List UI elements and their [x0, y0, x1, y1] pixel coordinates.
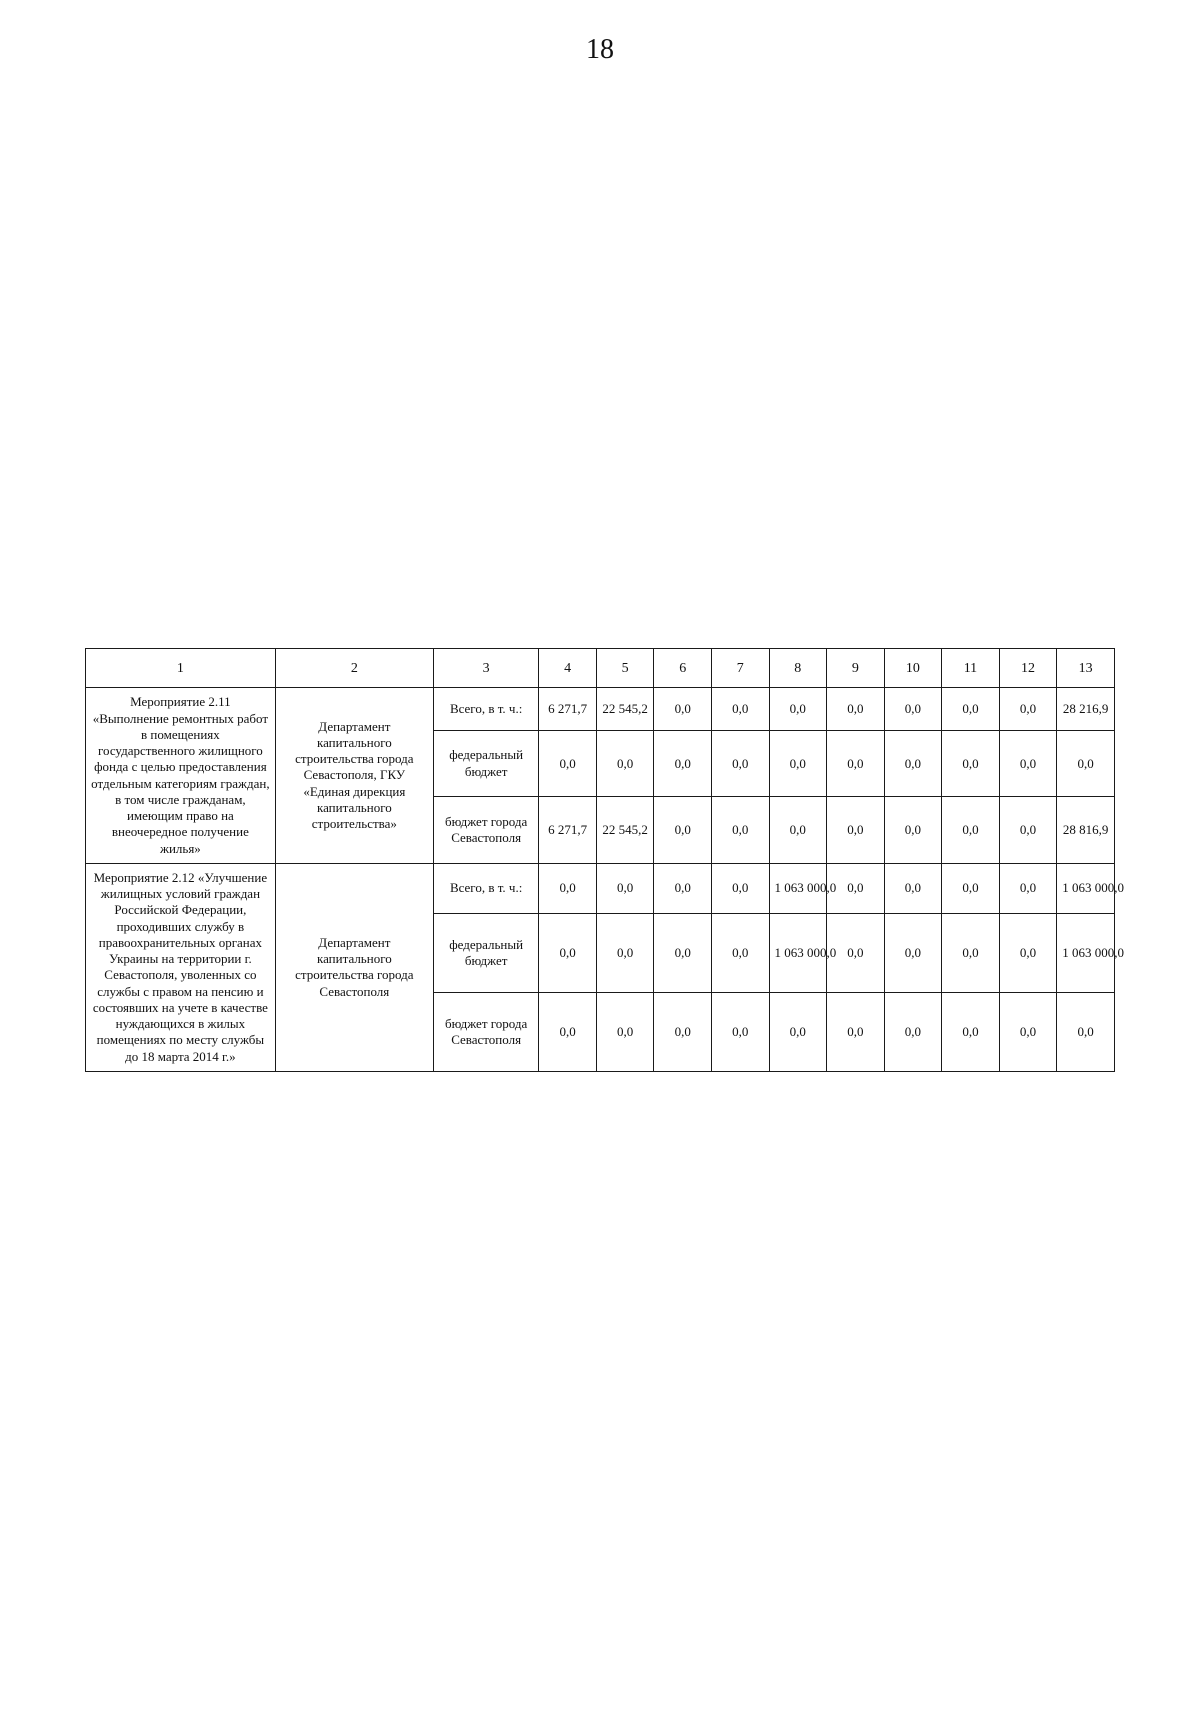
value-cell: 0,0 [942, 914, 1000, 993]
value-cell: 6 271,7 [539, 688, 597, 731]
measure-executor-2-12: Департамент капитального строительства города Севастополя [275, 863, 433, 1071]
value-cell: 1 063 000,0 [769, 863, 827, 914]
value-cell: 22 545,2 [596, 797, 654, 863]
measure-executor-2-11: Департамент капитального строительства города Севастополя, ГКУ «Единая дирекция капитального строительства» [275, 688, 433, 864]
value-cell: 0,0 [596, 993, 654, 1072]
value-cell: 0,0 [711, 730, 769, 796]
value-cell: 0,0 [827, 730, 885, 796]
column-header: 9 [827, 649, 885, 688]
value-cell: 0,0 [654, 993, 712, 1072]
header-row [86, 649, 1115, 688]
column-header: 1 [86, 649, 276, 688]
column-header: 7 [711, 649, 769, 688]
column-header: 3 [433, 649, 538, 688]
value-cell: 0,0 [1057, 993, 1115, 1072]
measure-title-2-11: Мероприятие 2.11 «Выполнение ремонтных работ в помещениях государственного жилищного фонда с целью предоставления отдельным категориям граждан, в том числе гражданам, имеющим право на внеочередное получение жилья» [86, 688, 276, 864]
value-cell: 0,0 [539, 730, 597, 796]
value-cell: 0,0 [999, 730, 1057, 796]
value-cell: 0,0 [942, 730, 1000, 796]
value-cell: 0,0 [827, 914, 885, 993]
value-cell: 1 063 000,0 [1057, 863, 1115, 914]
value-cell: 0,0 [539, 993, 597, 1072]
funding-source: бюджет города Севастополя [433, 797, 538, 863]
value-cell: 0,0 [884, 863, 942, 914]
funding-source: федеральный бюджет [433, 914, 538, 993]
value-cell: 0,0 [654, 688, 712, 731]
value-cell: 0,0 [711, 863, 769, 914]
value-cell: 0,0 [539, 863, 597, 914]
value-cell: 0,0 [884, 993, 942, 1072]
value-cell: 0,0 [884, 730, 942, 796]
value-cell: 0,0 [654, 797, 712, 863]
value-cell: 0,0 [827, 863, 885, 914]
value-cell: 0,0 [711, 688, 769, 731]
value-cell: 0,0 [539, 914, 597, 993]
measure-title-2-12: Мероприятие 2.12 «Улучшение жилищных условий граждан Российской Федерации, проходивших службу в правоохранительных органах Украины на территории г. Севастополя, уволенных со службы с правом на пенсию и состоявших на учете в качестве нуждающихся в жилых помещениях по месту службы до 18 марта 2014 г.» [86, 863, 276, 1071]
value-cell: 0,0 [942, 797, 1000, 863]
value-cell: 28 816,9 [1057, 797, 1115, 863]
funding-source: федеральный бюджет [433, 730, 538, 796]
value-cell: 0,0 [769, 688, 827, 731]
value-cell: 0,0 [711, 797, 769, 863]
value-cell: 0,0 [884, 914, 942, 993]
value-cell: 28 216,9 [1057, 688, 1115, 731]
value-cell: 0,0 [654, 914, 712, 993]
value-cell: 0,0 [999, 993, 1057, 1072]
column-header: 4 [539, 649, 597, 688]
column-header: 11 [942, 649, 1000, 688]
funding-source: бюджет города Севастополя [433, 993, 538, 1072]
value-cell: 0,0 [942, 863, 1000, 914]
value-cell: 0,0 [596, 914, 654, 993]
value-cell: 0,0 [596, 730, 654, 796]
column-header: 5 [596, 649, 654, 688]
value-cell: 1 063 000,0 [1057, 914, 1115, 993]
value-cell: 0,0 [654, 730, 712, 796]
page-number: 18 [586, 34, 614, 65]
column-header: 12 [999, 649, 1057, 688]
value-cell: 0,0 [711, 914, 769, 993]
funding-source: Всего, в т. ч.: [433, 688, 538, 731]
value-cell: 0,0 [654, 863, 712, 914]
value-cell: 0,0 [942, 993, 1000, 1072]
value-cell: 1 063 000,0 [769, 914, 827, 993]
value-cell: 0,0 [596, 863, 654, 914]
value-cell: 0,0 [1057, 730, 1115, 796]
value-cell: 22 545,2 [596, 688, 654, 731]
value-cell: 0,0 [999, 863, 1057, 914]
table-row [86, 688, 1115, 731]
value-cell: 0,0 [827, 797, 885, 863]
value-cell: 0,0 [769, 797, 827, 863]
table-area [80, 110, 1125, 1610]
value-cell: 0,0 [999, 914, 1057, 993]
value-cell: 0,0 [711, 993, 769, 1072]
value-cell: 0,0 [884, 688, 942, 731]
value-cell: 0,0 [827, 993, 885, 1072]
column-header: 13 [1057, 649, 1115, 688]
value-cell: 6 271,7 [539, 797, 597, 863]
budget-table [85, 648, 1125, 1072]
column-header: 8 [769, 649, 827, 688]
column-header: 2 [275, 649, 433, 688]
value-cell: 0,0 [999, 688, 1057, 731]
column-header: 6 [654, 649, 712, 688]
value-cell: 0,0 [827, 688, 885, 731]
value-cell: 0,0 [942, 688, 1000, 731]
value-cell: 0,0 [884, 797, 942, 863]
value-cell: 0,0 [769, 730, 827, 796]
value-cell: 0,0 [769, 993, 827, 1072]
table-row [86, 863, 1115, 914]
value-cell: 0,0 [999, 797, 1057, 863]
funding-source: Всего, в т. ч.: [433, 863, 538, 914]
column-header: 10 [884, 649, 942, 688]
